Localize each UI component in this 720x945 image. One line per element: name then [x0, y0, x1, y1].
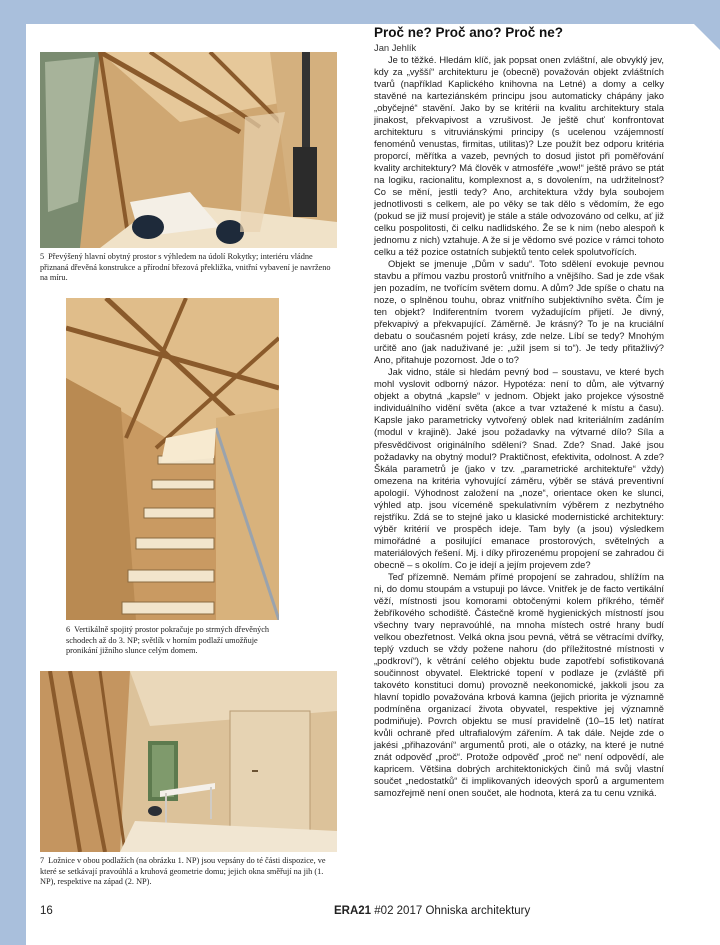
figure-caption-5: [40, 252, 337, 284]
magazine-issue: #02 2017 Ohniska architektury: [374, 905, 531, 917]
figure-number-5: 5: [40, 252, 45, 261]
magazine-footer: [334, 905, 530, 917]
figure-number-6: 6: [66, 625, 71, 634]
magazine-name: ERA21: [334, 905, 372, 917]
figure-caption-text-5: Převýšený hlavní obytný prostor s výhledem na údolí Rokytky; interiéru vládne přiznaná dřevěná konstrukce a přírodní březová překližka, vnitřní vybavení je navrženo na míru.: [40, 252, 331, 283]
figure-caption-7: [40, 856, 337, 888]
figure-caption-text-7: Ložnice v obou podlažích (na obrázku 1. NP) jsou vepsány do té části dispozice, ve které se setkávají pravoúhlá a kruhová geometrie domu; jejich okna směřují na jih (1. NP), respektive na západ (2. NP).: [40, 856, 326, 887]
article-paragraph-1: Je to těžké. Hledám klíč, jak popsat onen zvláštní, ale obvyklý jev, kdy za „vyšší“ architekturu je (obecně) považován objekt zvláštních tvarů (například Kaplického knihovna na Letné) a domy a celky stavěné na karteziánském principu jsou automaticky chápány jako „obyčejné“ stavění. Jako by se kritérii na kvalitu architektury stala jinakost, překvapivost a vzrušivost. Je ještě chuť konfrontovat architekturu s vitruviánskými principy (s ucelenou vzájemností fenoménů venustas, firmitas, utilitas)? Lze použít bez odporu kritéria proporcí, měřítka a vazeb, pevných to dosud jistot při poměřování kvality architektury? Má člověk v atmosféře „wow!“ ještě právo se ptát na logiku, racionalitu, komplexnost a, s dovolením, na udržitelnost? Co se mění, jestli tedy? Ano, architektura vždy byla soubojem jednotlivosti s celkem, ale po věky se tak dělo s vědomím, že ego (pokud se již musí projevit) je stále a stále odvozováno od celku, ať již celku pospolitosti, či celku nadlidského. Že se k nim (nebo alespoň k jednomu z nich) vztahuje. A že si je vědomo své pozice v rámci tohoto celku a též pozice ostatních subjektů tento celek spolutvořících.: [374, 55, 664, 258]
page-corner: [694, 24, 720, 50]
article-paragraph-3: Jak vidno, stále si hledám pevný bod – soustavu, ve které bych mohl vyslovit odborný názor. Hypotéza: není to dům, ale výtvarný objekt a obytná „kapsle“ v jednom. Objekt jako projekce výsostně individuálního vidění světa (akce a tvar vztažené k místu a času). Kapsle jako parametricky vytvořený oblek nad kriteriálním zadáním (modul v krajině). Jaké jsou požadavky na výtvarné dílo? Síla a přesvědčivost originálního sdělení? Snad. Zde? Snad. Jaké jsou požadavky na obytný modul? Praktičnost, efektivita, odolnost. A zde? Škála parametrů je (jako v tzv. „parametrické architektuře“ vždy) omezena na kritéria vyhovující záměru, výběr se stává preventivní apologií. Výhodnost založení na „noze“, orientace oken ke slunci, výhled atp. jsou víceméně spekulativním výběrem z nezbytného rejstříku. Zdá se to stejné jako u klasické modernistické architektury: výběr kritérií ve prospěch ideje. Tam byly (a jsou) výsledkem mimořádné a posilující emanace prostorových, světelných a materiálových řešení. Mj. i díky přirozenému propojení se zahradou či obecně – s okolím. Co je idejí a jejím projevem zde?: [374, 367, 664, 570]
article-author: Jan Jehlík: [374, 42, 417, 53]
page-number: 16: [40, 905, 53, 917]
photo-bedroom: [40, 671, 337, 852]
figure-caption-text-6: Vertikálně spojitý prostor pokračuje po strmých dřevěných schodech až do 3. NP; světlík v horním podlaží umožňuje pronikání jižního slunce celým domem.: [66, 625, 270, 656]
article-paragraph-4: Teď přízemně. Nemám přímé propojení se zahradou, shlížím na ni, do domu stoupám a vstupuji po lávce. Vnitřek je de facto vertikální věží, místnosti jsou komorami obtočenými kolem příkrého, téměř žebříkového schodiště. Částečně kromě hygienických místností jsou všechny tvary nepravoúhlé, na mnoha místech ostré hrany budí velkou obezřetnost. Velká okna jsou pevná, větrá se větracími dvířky, teplý vzduch se vždy požene nahoru (do příležitostné místnosti v „podkroví“), k větrání celého objektu bude zapotřebí sofistikovaná součinnost obyvatel. Elektrické topení v podlaze je (zvláště při takovéto konstituci domu) provozně neekonomické, jakkoli jsou za hlavní topidlo považována krbová kamna (jejich priorita je významně podmíněna organizací života obyvatel, respektive jej významně podmiňuje). Povrch objektu se musí pravidelně (10–15 let) natírat kvůli ochraně před ultrafialovým zářením. A tak dále. Nejde zde o jakési „přihazování“ argumentů proti, ale o otázky, na které je nutné znát odpověď „proč“. Protože odpověď „proč ne“ není odpovědí, ale kapricem. Většina dobrých architektonických činů má svůj vlastní součet „nedostatků“ či implikovaných ideových sporů a argumentem samozřejmě není onen součet, ale hodnota, která za tu cenu vzniká.: [374, 571, 664, 798]
article-paragraph-2: Objekt se jmenuje „Dům v sadu“. Toto sdělení evokuje pevnou stavbu a přímou vazbu prostorů vnitřního a vnějšího. Sad je zde však jen pozadím, ne tvořícím světem domu. A dům? Jde spíše o chatu na noze, o splněnou touhu, obraz vnitřního subjektivního světa. Čím je ten objekt? Indiferentním tvorem vyžadujícím přijetí. Je divný, překvapivý a překvapující. Záměrně. Je krásný? To je na kruciální debatu o současném pojetí krásy, zde nelze. Líbí se tedy? Mnohým určitě ano (jak naduživané je: „užil jsem si to“). Je tedy přitažlivý? Ano, přitahuje pozornost. Jde o to?: [374, 259, 664, 366]
article-column: [374, 25, 664, 799]
figure-number-7: 7: [40, 856, 45, 865]
figure-caption-6: [66, 625, 279, 657]
photo-staircase: [66, 298, 279, 620]
article-title: Proč ne? Proč ano? Proč ne?: [374, 25, 564, 40]
photo-living-room: [40, 52, 337, 248]
